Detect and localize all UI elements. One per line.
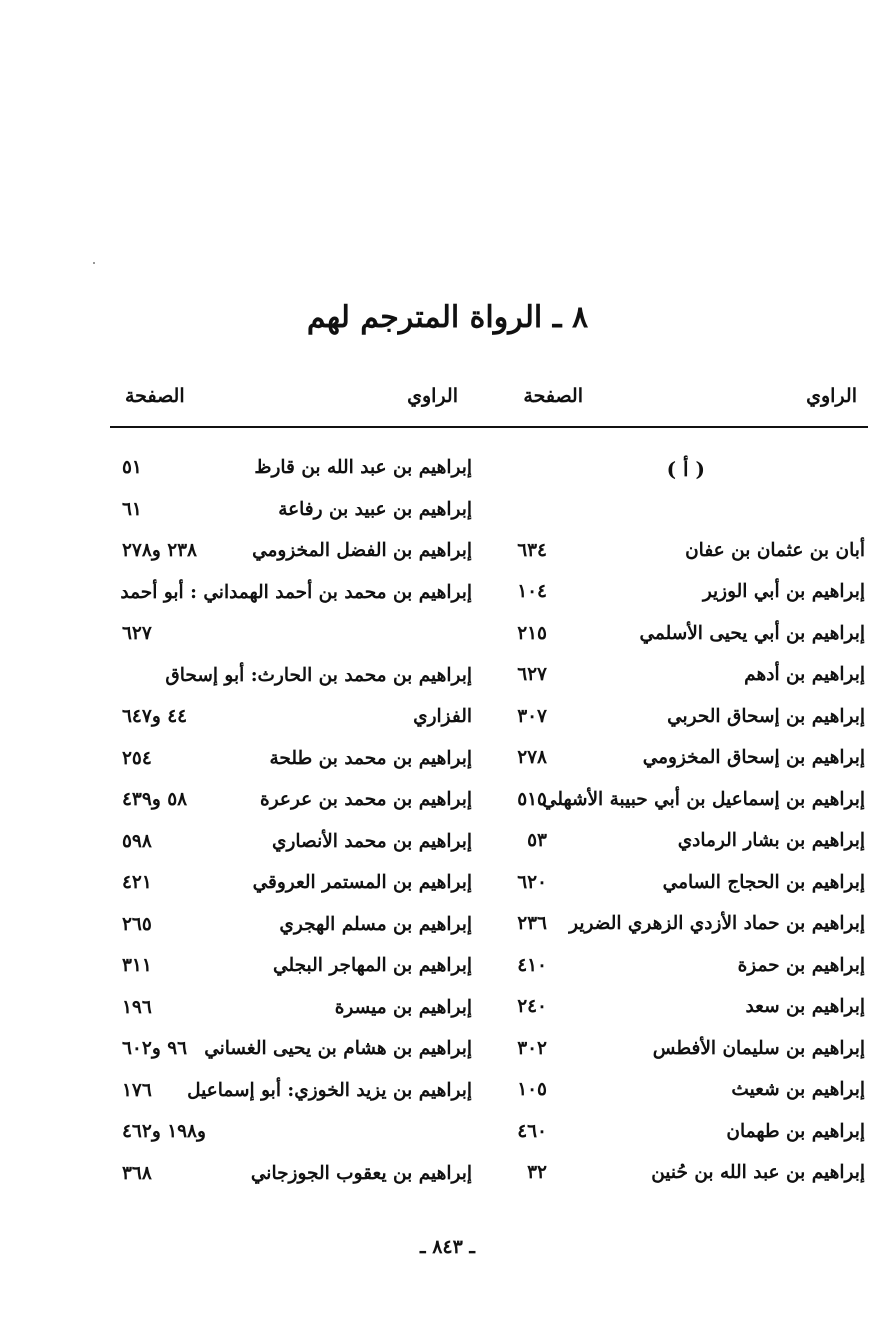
page-title: ٨ ـ الرواة المترجم لهم bbox=[306, 300, 589, 335]
narrator-name: إبراهيم بن محمد بن الحارث: أبو إسحاق bbox=[165, 664, 472, 686]
narrator-name: إبراهيم بن مسلم الهجري bbox=[279, 913, 472, 935]
narrator-name: إبراهيم بن عبيد بن رفاعة bbox=[278, 498, 472, 520]
narrator-name: إبراهيم بن يزيد الخوزي: أبو إسماعيل bbox=[187, 1079, 472, 1101]
page-reference: ٢٣٦ bbox=[517, 913, 547, 934]
narrator-name: أبان بن عثمان بن عفان bbox=[685, 539, 865, 561]
page-reference: ١٠٤ bbox=[517, 581, 547, 602]
page-reference: ٢٧٨ bbox=[517, 747, 547, 768]
index-entry-row bbox=[445, 747, 865, 789]
index-entry-row bbox=[445, 664, 865, 706]
narrator-name: إبراهيم بن سليمان الأفطس bbox=[652, 1037, 865, 1059]
narrator-name: إبراهيم بن المستمر العروقي bbox=[252, 872, 472, 893]
narrator-name: إبراهيم بن إسحاق المخزومي bbox=[642, 747, 865, 768]
narrator-name: إبراهيم بن محمد بن عرعرة bbox=[260, 789, 472, 810]
page-reference: و١٩٨ و٤٦٢ bbox=[122, 1121, 206, 1142]
narrator-name: إبراهيم بن إسحاق الحربي bbox=[667, 705, 865, 727]
page-reference: ٢٤٠ bbox=[517, 996, 547, 1017]
page-reference: ٦٢٠ bbox=[517, 871, 547, 893]
page-reference: ٦٢٧ bbox=[517, 664, 547, 685]
spacer-row bbox=[445, 499, 865, 540]
page-reference: ٥٩٨ bbox=[122, 830, 152, 852]
narrator-name: إبراهيم بن حمزة bbox=[737, 954, 865, 976]
header-right-page: الصفحة bbox=[523, 385, 583, 407]
index-entry-row bbox=[445, 1121, 865, 1163]
page-reference: ٣٠٢ bbox=[517, 1037, 547, 1059]
index-entry-row bbox=[445, 1079, 865, 1121]
index-entry-row bbox=[445, 996, 865, 1038]
narrator-name: إبراهيم بن طهمان bbox=[726, 1120, 865, 1142]
page-reference: ٣١١ bbox=[122, 955, 152, 976]
narrator-name: إبراهيم بن محمد الأنصاري bbox=[271, 830, 472, 852]
index-entry-row bbox=[445, 1162, 865, 1204]
index-entry-row bbox=[445, 706, 865, 748]
index-entry-row bbox=[122, 499, 472, 541]
index-entry-row bbox=[122, 997, 472, 1039]
index-entry-row bbox=[122, 872, 472, 914]
index-entry-row bbox=[445, 1038, 865, 1080]
index-entry-row bbox=[122, 457, 472, 499]
page-reference: ١٩٦ bbox=[122, 996, 152, 1018]
narrator-name: إبراهيم بن بشار الرمادي bbox=[677, 830, 865, 851]
header-left-narrator: الراوي bbox=[407, 385, 458, 407]
narrator-name: إبراهيم بن إسماعيل بن أبي حبيبة الأشهلي bbox=[541, 788, 865, 810]
right-column bbox=[445, 457, 865, 1204]
narrator-name: إبراهيم بن يعقوب الجوزجاني bbox=[250, 1162, 472, 1184]
index-entry-row bbox=[445, 955, 865, 997]
index-entry-row bbox=[445, 789, 865, 831]
page-reference: ٤٤ و٦٤٧ bbox=[122, 706, 188, 727]
page-reference: ٦١ bbox=[122, 498, 142, 520]
index-entry-row bbox=[122, 1080, 472, 1122]
index-entry-row bbox=[122, 1038, 472, 1080]
index-entry-row bbox=[122, 540, 472, 582]
narrator-name: إبراهيم بن الفضل المخزومي bbox=[252, 540, 472, 561]
index-entry-row bbox=[445, 623, 865, 665]
page-reference: ٣٢ bbox=[527, 1162, 547, 1183]
page-reference: ٥١٥ bbox=[517, 788, 547, 810]
narrator-name: إبراهيم بن محمد بن طلحة bbox=[269, 747, 472, 769]
index-entry-row bbox=[122, 706, 472, 748]
page-reference: ٦٢٧ bbox=[122, 623, 152, 644]
scan-speck bbox=[93, 262, 95, 264]
narrator-name: إبراهيم بن شعيث bbox=[731, 1079, 865, 1100]
narrator-name: إبراهيم بن ميسرة bbox=[334, 996, 472, 1018]
page-reference: ٢١٥ bbox=[517, 622, 547, 644]
page-reference: ٢٣٨ و٢٧٨ bbox=[122, 540, 197, 561]
index-entry-row bbox=[122, 914, 472, 956]
narrator-name: إبراهيم بن سعد bbox=[745, 996, 865, 1017]
narrator-name: إبراهيم بن عبد الله بن قارظ bbox=[254, 457, 472, 478]
index-entry-row bbox=[122, 748, 472, 790]
index-entry-row bbox=[122, 955, 472, 997]
narrator-name: الفزاري bbox=[413, 706, 472, 727]
index-entry-row bbox=[122, 665, 472, 707]
page-reference: ١٠٥ bbox=[517, 1079, 547, 1100]
page-reference: ٥١ bbox=[122, 457, 142, 478]
page-reference: ٤١٠ bbox=[517, 954, 547, 976]
narrator-name: إبراهيم بن أبي الوزير bbox=[702, 581, 865, 602]
index-entry-row bbox=[122, 1121, 472, 1163]
index-entry-row bbox=[122, 789, 472, 831]
narrator-name: إبراهيم بن المهاجر البجلي bbox=[273, 955, 472, 976]
page-reference: ١٧٦ bbox=[122, 1079, 152, 1101]
page-reference: ٤٢١ bbox=[122, 872, 152, 893]
page-reference: ٥٨ و٤٣٩ bbox=[122, 789, 188, 810]
page-reference: ٤٦٠ bbox=[517, 1120, 547, 1142]
narrator-name: إبراهيم بن حماد الأزدي الزهري الضرير bbox=[569, 913, 865, 934]
page-reference: ٢٦٥ bbox=[122, 913, 152, 935]
index-entry-row bbox=[445, 540, 865, 582]
page-reference: ٣٦٨ bbox=[122, 1162, 152, 1184]
section-letter: ( أ ) bbox=[666, 457, 705, 481]
index-entry-row bbox=[122, 582, 472, 624]
narrator-name: إبراهيم بن عبد الله بن حُنين bbox=[651, 1162, 865, 1183]
header-right-narrator: الراوي bbox=[806, 385, 857, 407]
narrator-name: إبراهيم بن أدهم bbox=[744, 664, 865, 685]
index-entry-row bbox=[122, 1163, 472, 1205]
page-number: ـ ٨٤٣ ـ bbox=[420, 1236, 475, 1258]
index-entry-row bbox=[122, 623, 472, 665]
index-entry-row bbox=[445, 581, 865, 623]
page-reference: ٣٠٧ bbox=[517, 705, 547, 727]
header-left-page: الصفحة bbox=[125, 385, 185, 407]
index-entry-row bbox=[445, 872, 865, 914]
left-column bbox=[122, 457, 472, 1204]
narrator-name: إبراهيم بن الحجاج السامي bbox=[662, 871, 865, 893]
index-entry-row bbox=[445, 830, 865, 872]
narrator-name: إبراهيم بن هشام بن يحيى الغساني bbox=[204, 1038, 472, 1059]
header-rule bbox=[110, 426, 868, 428]
section-letter-row bbox=[445, 457, 865, 499]
narrator-name: إبراهيم بن أبي يحيى الأسلمي bbox=[639, 622, 865, 644]
index-entry-row bbox=[122, 831, 472, 873]
page-reference: ٢٥٤ bbox=[122, 747, 152, 769]
index-entry-row bbox=[445, 913, 865, 955]
narrator-name: إبراهيم بن محمد بن أحمد الهمداني : أبو أحمد bbox=[120, 581, 472, 603]
page-reference: ٩٦ و٦٠٢ bbox=[122, 1038, 188, 1059]
page-reference: ٦٣٤ bbox=[517, 539, 547, 561]
page-reference: ٥٣ bbox=[527, 830, 547, 851]
